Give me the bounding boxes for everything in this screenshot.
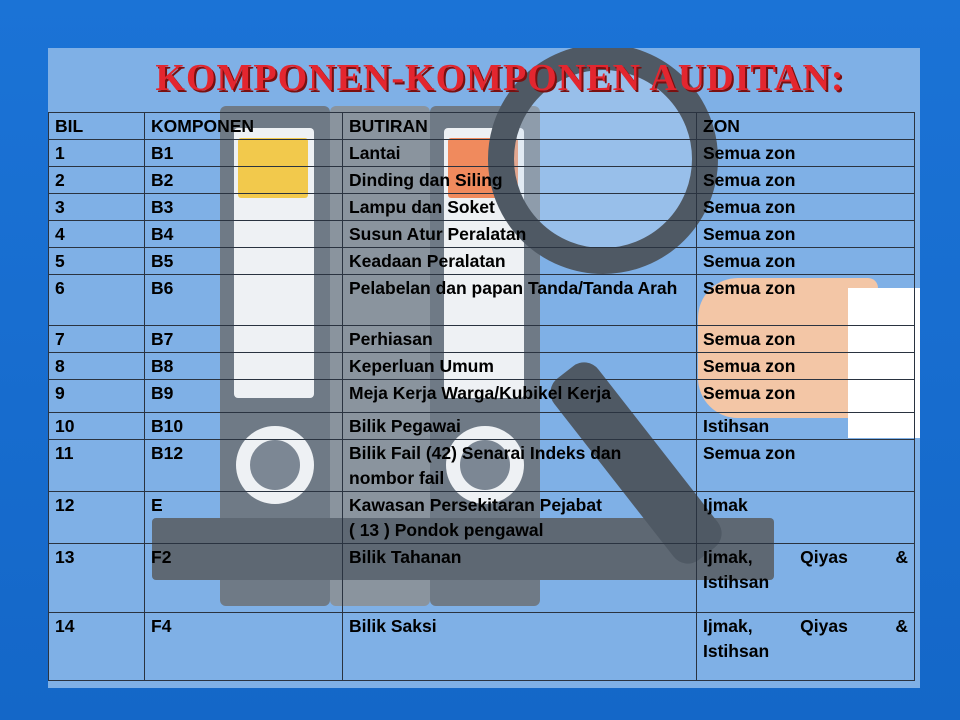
cell-bil: 8	[49, 353, 145, 380]
cell-butiran: Bilik Saksi	[343, 613, 697, 681]
zon-line	[703, 545, 908, 570]
zon-line	[703, 614, 908, 639]
cell-bil: 11	[49, 440, 145, 492]
cell-komponen: B10	[145, 413, 343, 440]
cell-butiran: Bilik Fail (42) Senarai Indeks dan nombor fail	[343, 440, 697, 492]
table-row	[49, 353, 915, 380]
cell-komponen: B12	[145, 440, 343, 492]
audit-components-table	[48, 112, 915, 681]
cell-bil: 12	[49, 492, 145, 544]
table-row	[49, 140, 915, 167]
zon-line: Istihsan	[703, 641, 770, 661]
table-row	[49, 167, 915, 194]
table-header-row	[49, 113, 915, 140]
cell-butiran: Bilik Pegawai	[343, 413, 697, 440]
cell-butiran	[343, 492, 697, 544]
cell-butiran: Perhiasan	[343, 326, 697, 353]
cell-komponen: B9	[145, 380, 343, 413]
cell-komponen: B8	[145, 353, 343, 380]
cell-bil: 9	[49, 380, 145, 413]
cell-butiran: Pelabelan dan papan Tanda/Tanda Arah	[343, 275, 697, 326]
zon-word: Qiyas	[800, 616, 848, 636]
cell-bil: 7	[49, 326, 145, 353]
cell-zon: Semua zon	[697, 221, 915, 248]
page-title: KOMPONEN-KOMPONEN AUDITAN:	[155, 57, 845, 99]
table-row	[49, 326, 915, 353]
cell-butiran: Bilik Tahanan	[343, 544, 697, 613]
cell-butiran: Meja Kerja Warga/Kubikel Kerja	[343, 380, 697, 413]
butiran-line: ( 13 ) Pondok pengawal	[349, 520, 544, 540]
cell-butiran: Lantai	[343, 140, 697, 167]
cell-butiran: Dinding dan Siling	[343, 167, 697, 194]
cell-komponen: B5	[145, 248, 343, 275]
cell-zon: Semua zon	[697, 140, 915, 167]
cell-zon: Istihsan	[697, 413, 915, 440]
cell-butiran: Susun Atur Peralatan	[343, 221, 697, 248]
cell-bil: 13	[49, 544, 145, 613]
cell-zon: Semua zon	[697, 380, 915, 413]
zon-word: &	[895, 616, 908, 636]
cell-komponen: B4	[145, 221, 343, 248]
cell-bil: 10	[49, 413, 145, 440]
cell-komponen: B6	[145, 275, 343, 326]
cell-komponen: B1	[145, 140, 343, 167]
cell-zon: Semua zon	[697, 353, 915, 380]
table-row	[49, 413, 915, 440]
cell-bil: 6	[49, 275, 145, 326]
table-row	[49, 248, 915, 275]
cell-butiran: Lampu dan Soket	[343, 194, 697, 221]
cell-komponen: F2	[145, 544, 343, 613]
header-komponen: KOMPONEN	[145, 113, 343, 140]
cell-zon: Semua zon	[697, 326, 915, 353]
cell-zon: Ijmak	[697, 492, 915, 544]
header-bil: BIL	[49, 113, 145, 140]
table-row	[49, 544, 915, 613]
zon-word: &	[895, 547, 908, 567]
cell-bil: 4	[49, 221, 145, 248]
zon-word: Ijmak,	[703, 616, 753, 636]
cell-bil: 3	[49, 194, 145, 221]
cell-bil: 5	[49, 248, 145, 275]
zon-word: Ijmak,	[703, 547, 753, 567]
cell-bil: 14	[49, 613, 145, 681]
table-row	[49, 275, 915, 326]
zon-word: Qiyas	[800, 547, 848, 567]
cell-komponen: B7	[145, 326, 343, 353]
table-row	[49, 221, 915, 248]
table-row	[49, 613, 915, 681]
cell-komponen: B2	[145, 167, 343, 194]
cell-butiran: Keperluan Umum	[343, 353, 697, 380]
cell-zon: Semua zon	[697, 440, 915, 492]
cell-komponen: F4	[145, 613, 343, 681]
zon-line: Istihsan	[703, 572, 770, 592]
cell-zon: Semua zon	[697, 248, 915, 275]
cell-zon: Semua zon	[697, 194, 915, 221]
header-zon: ZON	[697, 113, 915, 140]
cell-zon: Semua zon	[697, 167, 915, 194]
cell-bil: 2	[49, 167, 145, 194]
cell-komponen: E	[145, 492, 343, 544]
table-row	[49, 440, 915, 492]
cell-komponen: B3	[145, 194, 343, 221]
table-row	[49, 380, 915, 413]
cell-zon	[697, 544, 915, 613]
cell-zon	[697, 613, 915, 681]
table-row	[49, 492, 915, 544]
butiran-line: Kawasan Persekitaran Pejabat	[349, 495, 602, 515]
table-row	[49, 194, 915, 221]
header-butiran: BUTIRAN	[343, 113, 697, 140]
cell-bil: 1	[49, 140, 145, 167]
cell-zon: Semua zon	[697, 275, 915, 326]
cell-butiran: Keadaan Peralatan	[343, 248, 697, 275]
